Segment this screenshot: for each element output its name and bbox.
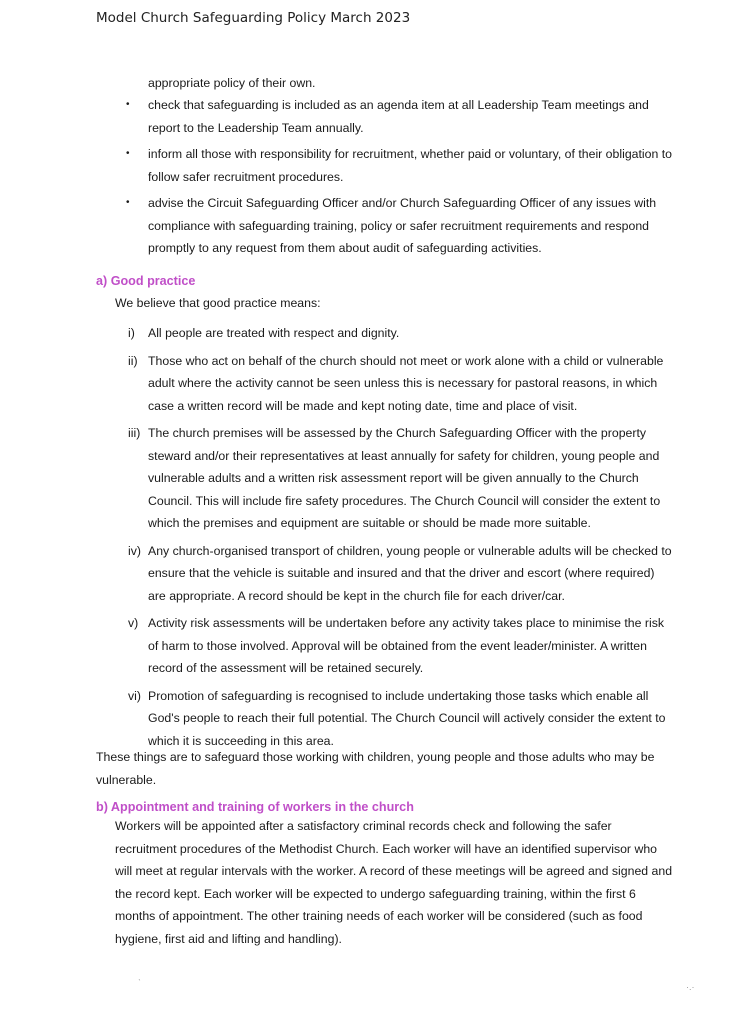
list-item-text: Promotion of safeguarding is recognised to include undertaking those tasks which enable all God's people to reach their full potential. The Church Council will actively consider the extent to which it is succeeding in this area. <box>148 688 666 748</box>
list-item <box>128 322 672 345</box>
list-item-number: i) <box>128 326 135 340</box>
list-item <box>128 350 672 418</box>
section-a-closing: These things are to safeguard those working with children, young people and those adults who may be vulnerable. <box>96 750 655 787</box>
bullet-text: advise the Circuit Safeguarding Officer and/or Church Safeguarding Officer of any issues with compliance with safeguarding training, policy or safer recruitment requirements and respond promptly to any request from them about audit of safeguarding activities. <box>148 196 657 255</box>
list-item-text: The church premises will be assessed by the Church Safeguarding Officer with the property steward and/or their representatives at least annually for safety for children, young people and vulnerable adults and a written risk assessment report will be given annually to the Church Council. This will include fire safety procedures. The Church Council will consider the extent to which the premises and equipment are suitable or should be made more suitable. <box>148 426 661 530</box>
list-item <box>128 685 672 753</box>
list-item-number: v) <box>128 616 139 630</box>
page-header: Model Church Safeguarding Policy March 2023 <box>96 10 411 26</box>
bullet-list <box>126 94 674 264</box>
bullet-icon: • <box>126 197 130 208</box>
list-item-text: Activity risk assessments will be undertaken before any activity takes place to minimise the risk of harm to those involved. Approval will be obtained from the event leader/minister. A written record of the assessment will be retained securely. <box>148 616 664 675</box>
section-a-intro: We believe that good practice means: <box>115 296 321 310</box>
bullet-text: check that safeguarding is included as an agenda item at all Leadership Team meetings and report to the Leadership Team annually. <box>148 98 649 135</box>
list-item <box>128 540 672 608</box>
bullet-item <box>126 192 674 260</box>
list-item-text: All people are treated with respect and dignity. <box>148 326 400 340</box>
section-a-heading: a) Good practice <box>96 274 196 288</box>
bullet-item <box>126 94 674 139</box>
list-item-number: vi) <box>128 688 141 703</box>
good-practice-list <box>128 322 672 757</box>
list-item-text: Any church-organised transport of children, young people or vulnerable adults will be checked to ensure that the vehicle is suitable and insured and that the driver and escort (where required) are appropriate. A record should be kept in the church file for each driver/car. <box>148 543 672 603</box>
bullet-icon: • <box>126 99 130 110</box>
scan-speck: ˋ <box>138 978 141 988</box>
continuation-line: appropriate policy of their own. <box>148 76 316 90</box>
list-item-number: iii) <box>128 426 141 440</box>
bullet-icon: • <box>126 148 130 159</box>
list-item-number: ii) <box>128 353 138 368</box>
scan-speck: ·.· <box>686 982 695 992</box>
list-item <box>128 612 672 680</box>
bullet-text: inform all those with responsibility for recruitment, whether paid or voluntary, of their obligation to follow safer recruitment procedures. <box>148 147 673 184</box>
bullet-item <box>126 143 674 188</box>
section-b-heading: b) Appointment and training of workers in the church <box>96 800 414 814</box>
list-item-text: Those who act on behalf of the church should not meet or work alone with a child or vulnerable adult where the activity cannot be seen unless this is necessary for pastoral reasons, in which case a written record will be made and kept noting date, time and place of visit. <box>148 353 664 413</box>
list-item <box>128 422 672 535</box>
section-b-body: Workers will be appointed after a satisfactory criminal records check and following the safer recruitment procedures of the Methodist Church. Each worker will have an identified supervisor who will meet at regular intervals with the worker. A record of these meetings will be agreed and signed and the record kept. Each worker will be expected to undergo safeguarding training, within the first 6 months of appointment. The other training needs of each worker will be considered (such as food hygiene, first aid and lifting and handling). <box>115 819 673 946</box>
list-item-number: iv) <box>128 543 141 558</box>
